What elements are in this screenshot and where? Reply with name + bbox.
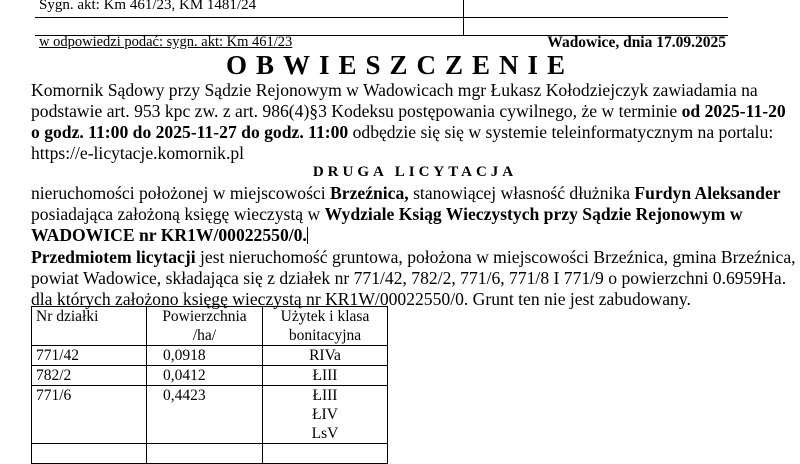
cell-parcel: 782/2 (32, 366, 147, 386)
property-text-1: nieruchomości położonej w miejscowości (31, 183, 331, 203)
location: Brzeźnica, (330, 183, 409, 203)
table-row (32, 346, 388, 366)
cell-parcel: 771/6 (32, 386, 147, 444)
cell-use: RIVa (263, 346, 388, 366)
col-header-area-line-1: Powierzchnia (162, 308, 247, 325)
header-row-2 (35, 17, 728, 51)
auction-subtitle: DRUGA LICYTACJA (312, 164, 518, 180)
case-number: Sygn. akt: Km 461/23, KM 1481/24 (39, 0, 257, 13)
property-paragraph (31, 183, 800, 246)
intro-text-2: odbędzie się się w systemie teleinformatycznym na portalu: https://e-licytacje.komornik.pl (31, 122, 774, 163)
document-header (35, 0, 728, 51)
cell-area: 0,4423 (147, 386, 263, 444)
header-divider (463, 17, 464, 35)
land-register: Wydziale Ksiąg Wieczystych przy Sądzie Rejonowym w WADOWICE nr KR1W/00022550/0. (31, 204, 743, 245)
table-row (32, 386, 388, 444)
cell-use-line: ŁIV (312, 406, 338, 423)
debtor-name: Furdyn Aleksander (634, 183, 781, 203)
parcel-table (31, 306, 388, 464)
intro-text-1: Komornik Sądowy przy Sądzie Rejonowym w Wadowicach mgr Łukasz Kołodziejczyk zawiadamia na podstawie art. 953 kpc zw. z art. 986(4)§3 Kodeksu postępowania cywilnego, że w terminie (31, 80, 758, 121)
cell-area: 0,0918 (147, 346, 263, 366)
text-cursor (307, 227, 308, 244)
header-row-1 (35, 0, 728, 18)
property-text-2: stanowiącej własność dłużnika (408, 183, 635, 203)
auction-term: od 2025-11-20 o godz. 11:00 do 2025-11-27 do godz. 11:00 (31, 101, 786, 142)
reply-reference: w odpowiedzi podać: sygn. akt: Km 461/23 (39, 34, 293, 50)
place-date: Wadowice, dnia 17.09.2025 (547, 34, 726, 51)
col-header-area-line-2: /ha/ (192, 327, 217, 344)
cell-area: 0,0412 (147, 366, 263, 386)
subject-paragraph (31, 247, 800, 310)
header-divider (463, 0, 464, 17)
col-header-use-line-2: bonitacyjna (288, 327, 362, 344)
col-header-parcel (32, 307, 147, 346)
cell-use: ŁIII (263, 366, 388, 386)
subject-text: jest nieruchomość gruntowa, położona w miejscowości Brzeźnica, gmina Brzeźnica, powiat Wadowice, składająca się z działek nr 771/42, 782/2, 771/6, 771/8 I 771/9 o powierzchni 0.6959Ha. dla których założono księgę wieczystą nr KR1W/00022550/0. Grunt ten nie jest zabudowany. (31, 247, 796, 309)
subject-label: Przedmiotem licytacji (31, 247, 196, 267)
cell-use-line: LsV (311, 425, 339, 442)
col-header-use-line-1: Użytek i klasa (280, 308, 370, 325)
intro-paragraph (31, 80, 791, 164)
cell-parcel: 771/42 (32, 346, 147, 366)
cell-use-line: ŁIII (312, 387, 338, 404)
col-header-area (147, 307, 263, 346)
cell-use (263, 386, 388, 444)
col-header-parcel-text: Nr działki (36, 308, 99, 325)
table-row (32, 366, 388, 386)
document-title: OBWIESZCZENIE (225, 50, 575, 80)
table-header-row (32, 307, 388, 346)
col-header-use (263, 307, 388, 346)
property-text-3: posiadająca założoną księgę wieczystą w (31, 204, 325, 224)
